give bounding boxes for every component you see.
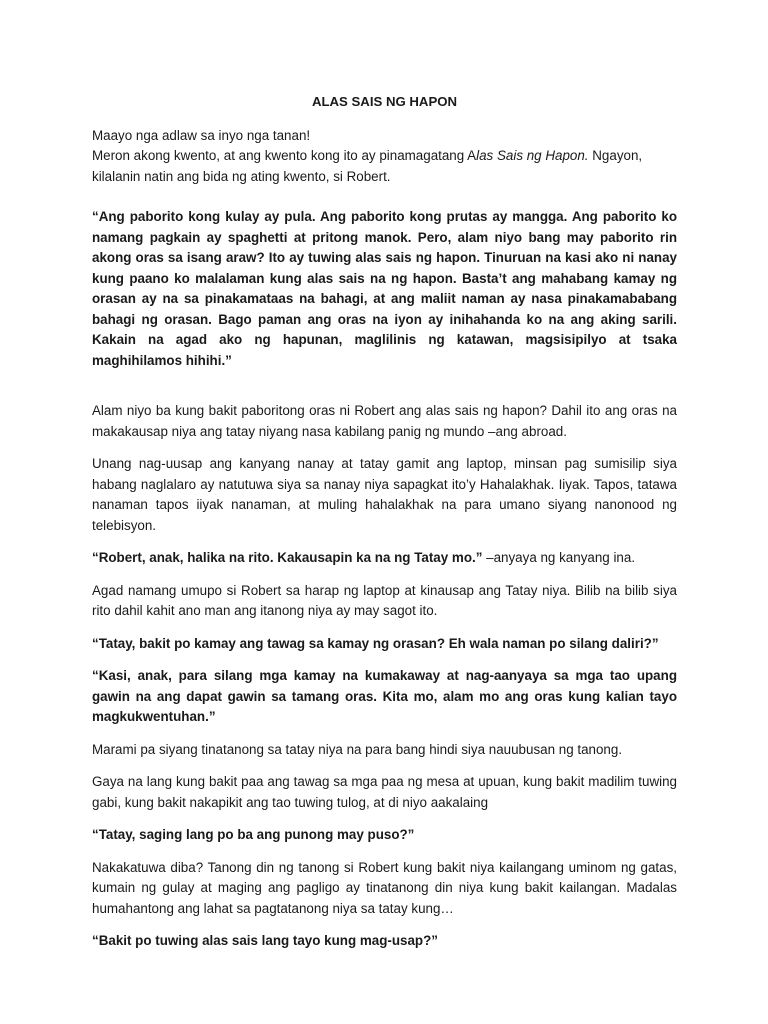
question-banana-heart: “Tatay, saging lang po ba ang punong may puso?”	[92, 827, 415, 842]
paragraph-robert-sits: Agad namang umupo si Robert sa harap ng laptop at kinausap ang Tatay niya. Bilib na bilib siya rito dahil kahit ano man ang itanong niya ay may sagot ito.	[92, 582, 677, 618]
document-page	[92, 92, 677, 964]
greeting-line: Maayo nga adlaw sa inyo nga tanan!	[92, 127, 311, 143]
intro-paragraph	[92, 146, 677, 187]
paragraph-many-questions: Marami pa siyang tinatanong sa tatay niya na para bang hindi siya nauubusan ng tanong.	[92, 741, 623, 757]
answer-clock-hands: “Kasi, anak, para silang mga kamay na kumakaway at nag-aanyaya sa mga tao upang gawin na ang dapat gawin sa tamang oras. Kita mo, alam mo ang oras kung kalian tayo magkukwentuhan.”	[92, 668, 677, 724]
paragraph-favorite-time: Alam niyo ba kung bakit paboritong oras ni Robert ang alas sais ng hapon? Dahil ito ang oras na makakausap niya ang tatay niyang nasa kabilang panig ng mundo –ang abroad.	[92, 403, 677, 439]
question-clock-hands: “Tatay, bakit po kamay ang tawag sa kamay ng orasan? Eh wala naman po silang daliri?”	[92, 635, 659, 651]
intro-text-b: Ngayon, kilalanin natin ang bida ng ating kwento, si Robert.	[92, 148, 643, 184]
paragraph-parents-laptop: Unang nag-uusap ang kanyang nanay at tatay gamit ang laptop, minsan pag sumisilip siya habang naglalaro ay natutuwa siya sa nanay niya sapagkat ito’y Hahalakhak. Iiyak. Tapos, tatawa nanaman tapos iiyak nanaman, at muling hahalakhak na para umano siyang nanonood ng telebisyon.	[92, 456, 677, 533]
paragraph-examples: Gaya na lang kung bakit paa ang tawag sa mga paa ng mesa at upuan, kung bakit madilim tuwing gabi, kung bakit nakapikit ang tao tuwing tulog, at di niyo aakalaing	[92, 774, 677, 810]
question-six-oclock: “Bakit po tuwing alas sais lang tayo kung mag-usap?”	[92, 933, 438, 948]
document-title: ALAS SAIS NG HAPON	[311, 94, 458, 109]
paragraph-curious-robert: Nakakatuwa diba? Tanong din ng tanong si Robert kung bakit niya kailangang uminom ng gatas, kumain ng gulay at maging ang pagligo ay tinatanong din niya kung bakit kailangan. Madalas humahantong ang lahat sa pagtatanong niya sa tatay kung…	[92, 859, 677, 916]
robert-monologue: “Ang paborito kong kulay ay pula. Ang paborito kong prutas ay mangga. Ang paborito ko namang pagkain ay spaghetti at pritong manok. Pero, alam niyo bang may paborito rin akong oras sa isang araw? Ito ay tuwing alas sais ng hapon. Tinuruan na kasi ako ni nanay kung paano ko malalaman kung alas sais na ng hapon. Basta’t ang mahabang kamay ng orasan ay na sa pinakamataas na bahagi, at ang maliit naman ay nasa pinakamababang bahagi ng orasan. Bago paman ang oras na iyon ay inihahanda ko na ang aking sarili. Kakain na agad ako ng hapunan, maglilinis ng katawan, magsisipilyo at tsaka maghihilamos hihihi.”	[92, 209, 677, 368]
mother-invitation-quote: “Robert, anak, halika na rito. Kakausapin ka na ng Tatay mo.”	[92, 550, 483, 565]
intro-story-title: las Sais ng Hapon.	[476, 148, 589, 163]
mother-invitation-line	[92, 548, 677, 569]
intro-text-a: Meron akong kwento, at ang kwento kong ito ay pinamagatang A	[92, 148, 477, 163]
mother-invitation-tag: –anyaya ng kanyang ina.	[482, 550, 636, 565]
